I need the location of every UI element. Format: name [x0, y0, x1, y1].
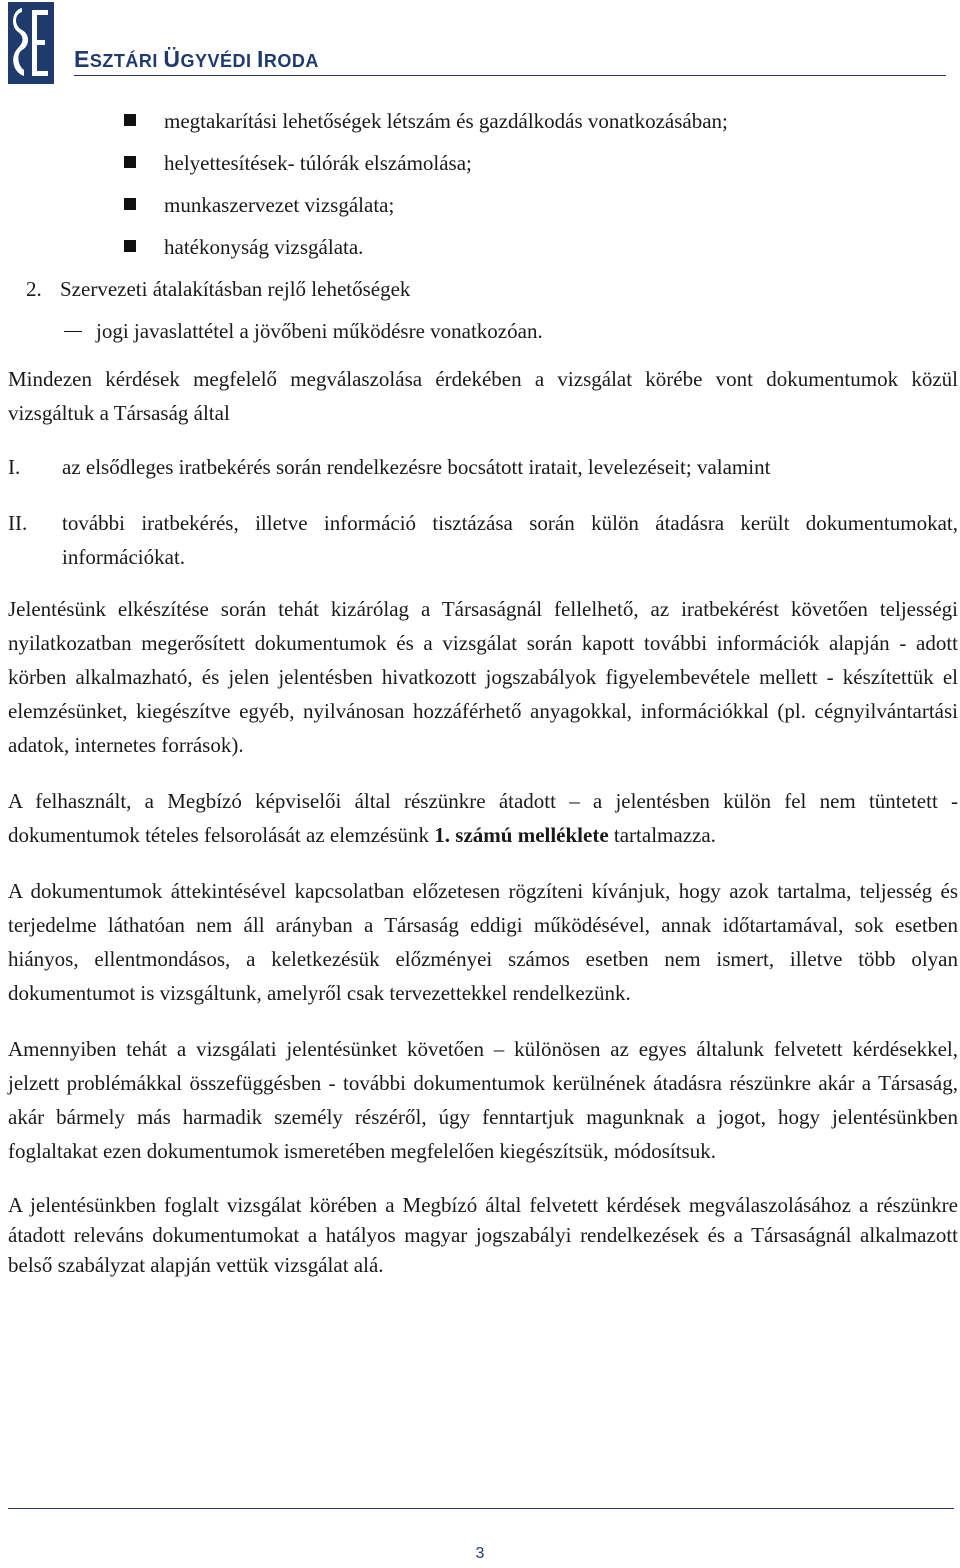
firm-name: ESZTÁRI ÜGYVÉDI IRODA — [74, 46, 319, 72]
header-rule — [74, 75, 946, 76]
page-number: 3 — [475, 1545, 485, 1562]
item-text: Szervezeti átalakításban rejlő lehetőségek — [60, 277, 411, 301]
intro-paragraph: Mindezen kérdések megfelelő megválaszolása érdekében a vizsgálat körébe vont dokumentumok közül vizsgáltuk a Társaság által — [8, 367, 958, 425]
list-item: helyettesítések- túlórák elszámolása; — [8, 142, 958, 184]
square-bullet-icon — [124, 156, 136, 168]
list-item: megtakarítási lehetőségek létszám és gazdálkodás vonatkozásában; — [8, 100, 958, 142]
document-body — [8, 100, 958, 1280]
roman-item: II. további iratbekérés, illetve információ tisztázása során külön átadásra került dokumentumokat, információkat. — [8, 511, 958, 569]
dash-item: jogi javaslattétel a jövőbeni működésre vonatkozóan. — [8, 310, 958, 352]
dash-bullet-icon — [64, 331, 82, 332]
square-bullet-icon — [124, 198, 136, 210]
esztari-logo-icon — [8, 2, 54, 84]
scope-paragraph: A jelentésünkben foglalt vizsgálat körében a Megbízó által felvetett kérdések megválaszolásához a részünkre átadott releváns dokumentumokat a hatályos magyar jogszabályi rendelkezések és a Társaságnál alkalmazott belső szabályzat alapján vettük vizsgálat alá. — [8, 1193, 958, 1277]
numbered-item — [8, 268, 958, 310]
square-bullet-icon — [124, 240, 136, 252]
appendix-paragraph: A felhasznált, a Megbízó képviselői által részünkre átadott – a jelentésben külön fel nem tüntetett - dokumentumok tételes felsorolását az elemzésünk 1. számú melléklete tartalmazza. — [8, 789, 958, 847]
supplement-paragraph: Amennyiben tehát a vizsgálati jelentésünket követően – különösen az egyes általunk felvetett kérdésekkel, jelzett problémákkal összefüggésben - további dokumentumok kerülnének átadásra részünkre akár a Társaság, akár bármely más harmadik személy részéről, úgy fenntartjuk magunknak a jogot, hogy jelentésünkben foglaltakat ezen dokumentumok ismeretében megfelelően kiegészítsük, módosítsuk. — [8, 1037, 958, 1163]
footer-rule — [8, 1508, 954, 1509]
review-paragraph: A dokumentumok áttekintésével kapcsolatban előzetesen rögzíteni kívánjuk, hogy azok tartalma, teljesség és terjedelme láthatóan nem áll arányban a Társaság eddigi működésével, annak időtartamával, sok esetben hiányos, ellentmondásos, a keletkezésük előzményei számos esetben nem ismert, illetve több olyan dokumentumot is vizsgáltunk, amelyről csak tervezettekkel rendelkezünk. — [8, 879, 958, 1005]
bullet-list — [8, 100, 958, 268]
roman-item: I. az elsődleges iratbekérés során rendelkezésre bocsátott iratait, levelezéseit; valamint — [8, 455, 771, 479]
report-paragraph: Jelentésünk elkészítése során tehát kizárólag a Társaságnál fellelhető, az iratbekérést követően teljességi nyilatkozatban megerősített dokumentumok és a vizsgálat során kapott további információk alapján - adott körben alkalmazható, és jelen jelentésben hivatkozott jogszabályok figyelembevétele mellett - készítettük el elemzésünket, kiegészítve egyéb, nyilvánosan hozzáférhető anyagokkal, információkkal (pl. cégnyilvántartási adatok, internetes források). — [8, 597, 958, 757]
list-item: munkaszervezet vizsgálata; — [8, 184, 958, 226]
list-item: hatékonyság vizsgálata. — [8, 226, 958, 268]
item-number: 2. — [26, 277, 42, 301]
square-bullet-icon — [124, 114, 136, 126]
